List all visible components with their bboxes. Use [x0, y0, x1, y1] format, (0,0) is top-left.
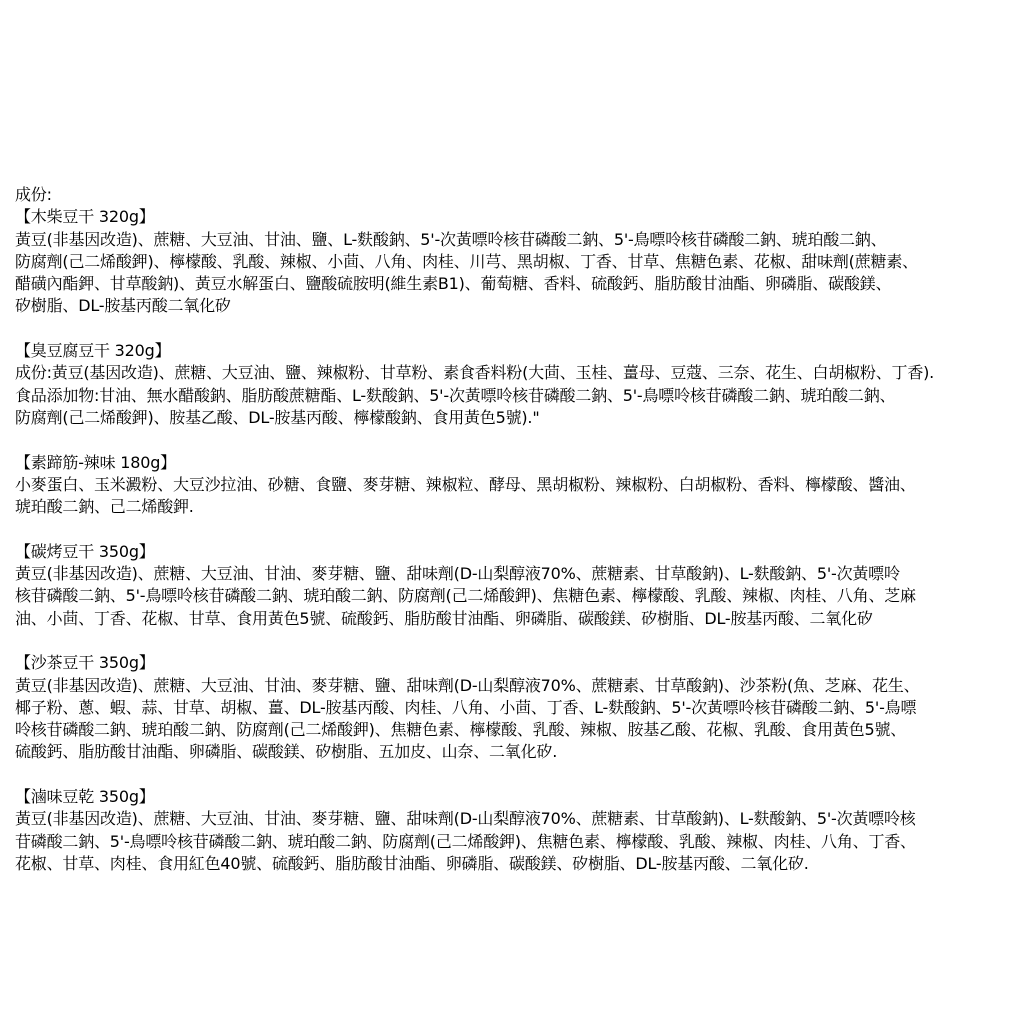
product-section — [15, 206, 1015, 317]
ingredient-line: 硫酸鈣、脂肪酸甘油酯、卵磷脂、碳酸鎂、矽樹脂、五加皮、山奈、二氧化矽. — [15, 742, 558, 762]
ingredient-line: 小麥蛋白、玉米澱粉、大豆沙拉油、砂糖、食鹽、麥芽糖、辣椒粒、酵母、黑胡椒粉、辣椒粉、白胡椒粉、香料、檸檬酸、醬油、 — [15, 474, 916, 494]
product-section — [15, 652, 1015, 763]
section-spacer — [15, 518, 1015, 540]
product-title: 【臭豆腐豆干 320g】 — [15, 341, 171, 361]
product-section — [15, 340, 1015, 429]
product-title: 【素蹄筋-辣味 180g】 — [15, 452, 176, 472]
ingredient-line: 黃豆(非基因改造)、蔗糖、大豆油、甘油、鹽、L-麩酸鈉、5'-次黃嘌呤核苷磷酸二鈉、5'-鳥嘌呤核苷磷酸二鈉、琥珀酸二鈉、 — [15, 229, 887, 249]
ingredient-line: 黃豆(非基因改造)、蔗糖、大豆油、甘油、麥芽糖、鹽、甜味劑(D-山梨醇液70%、蔗糖素、甘草酸鈉)、沙茶粉(魚、芝麻、花生、 — [15, 675, 920, 695]
ingredient-line: 核苷磷酸二鈉、5'-鳥嘌呤核苷磷酸二鈉、琥珀酸二鈉、防腐劑(己二烯酸鉀)、焦糖色素、檸檬酸、乳酸、辣椒、肉桂、八角、芝麻 — [15, 586, 916, 606]
ingredient-line: 琥珀酸二鈉、己二烯酸鉀. — [15, 497, 194, 517]
ingredient-line: 防腐劑(己二烯酸鉀)、胺基乙酸、DL-胺基丙酸、檸檬酸鈉、食用黃色5號)." — [15, 407, 540, 427]
ingredient-line: 成份:黃豆(基因改造)、蔗糖、大豆油、鹽、辣椒粉、甘草粉、素食香料粉(大茴、玉桂、薑母、豆蔻、三奈、花生、白胡椒粉、丁香). — [15, 363, 935, 383]
product-title: 【碳烤豆干 350g】 — [15, 541, 155, 561]
ingredient-line: 矽樹脂、DL-胺基丙酸二氧化矽 — [15, 296, 231, 316]
ingredient-line: 椰子粉、蔥、蝦、蒜、甘草、胡椒、薑、DL-胺基丙酸、肉桂、八角、小茴、丁香、L-麩酸鈉、5'-次黃嘌呤核苷磷酸二鈉、5'-鳥嘌 — [15, 697, 917, 717]
product-title: 【木柴豆干 320g】 — [15, 207, 155, 227]
ingredient-line: 防腐劑(己二烯酸鉀)、檸檬酸、乳酸、辣椒、小茴、八角、肉桂、川芎、黑胡椒、丁香、甘草、焦糖色素、花椒、甜味劑(蔗糖素、 — [15, 251, 918, 271]
product-section — [15, 452, 1015, 519]
section-spacer — [15, 764, 1015, 786]
section-spacer — [15, 429, 1015, 451]
ingredient-line: 黃豆(非基因改造)、蔗糖、大豆油、甘油、麥芽糖、鹽、甜味劑(D-山梨醇液70%、蔗糖素、甘草酸鈉)、L-麩酸鈉、5'-次黃嘌呤核 — [15, 809, 916, 829]
product-section — [15, 786, 1015, 875]
ingredient-line: 黃豆(非基因改造)、蔗糖、大豆油、甘油、麥芽糖、鹽、甜味劑(D-山梨醇液70%、蔗糖素、甘草酸鈉)、L-麩酸鈉、5'-次黃嘌呤 — [15, 564, 900, 584]
product-title: 【滷味豆乾 350g】 — [15, 787, 155, 807]
section-spacer — [15, 630, 1015, 652]
ingredient-line: 醋磺內酯鉀、甘草酸鈉)、黃豆水解蛋白、鹽酸硫胺明(維生素B1)、葡萄糖、香料、硫酸鈣、脂肪酸甘油酯、卵磷脂、碳酸鎂、 — [15, 274, 892, 294]
section-spacer — [15, 318, 1015, 340]
ingredient-line: 花椒、甘草、肉桂、食用紅色40號、硫酸鈣、脂肪酸甘油酯、卵磷脂、碳酸鎂、矽樹脂、DL-胺基丙酸、二氧化矽. — [15, 853, 809, 873]
ingredients-content — [15, 184, 1015, 875]
ingredient-line: 呤核苷磷酸二鈉、琥珀酸二鈉、防腐劑(己二烯酸鉀)、焦糖色素、檸檬酸、乳酸、辣椒、胺基乙酸、花椒、乳酸、食用黃色5號、 — [15, 720, 907, 740]
product-section — [15, 541, 1015, 630]
ingredient-line: 油、小茴、丁香、花椒、甘草、食用黃色5號、硫酸鈣、脂肪酸甘油酯、卵磷脂、碳酸鎂、矽樹脂、DL-胺基丙酸、二氧化矽 — [15, 608, 873, 628]
ingredient-line: 苷磷酸二鈉、5'-鳥嘌呤核苷磷酸二鈉、琥珀酸二鈉、防腐劑(己二烯酸鉀)、焦糖色素、檸檬酸、乳酸、辣椒、肉桂、八角、丁香、 — [15, 831, 916, 851]
ingredient-line: 食品添加物:甘油、無水醋酸鈉、脂肪酸蔗糖酯、L-麩酸鈉、5'-次黃嘌呤核苷磷酸二鈉、5'-鳥嘌呤核苷磷酸二鈉、琥珀酸二鈉、 — [15, 385, 896, 405]
product-title: 【沙茶豆干 350g】 — [15, 653, 155, 673]
document-heading: 成份: — [15, 185, 52, 204]
